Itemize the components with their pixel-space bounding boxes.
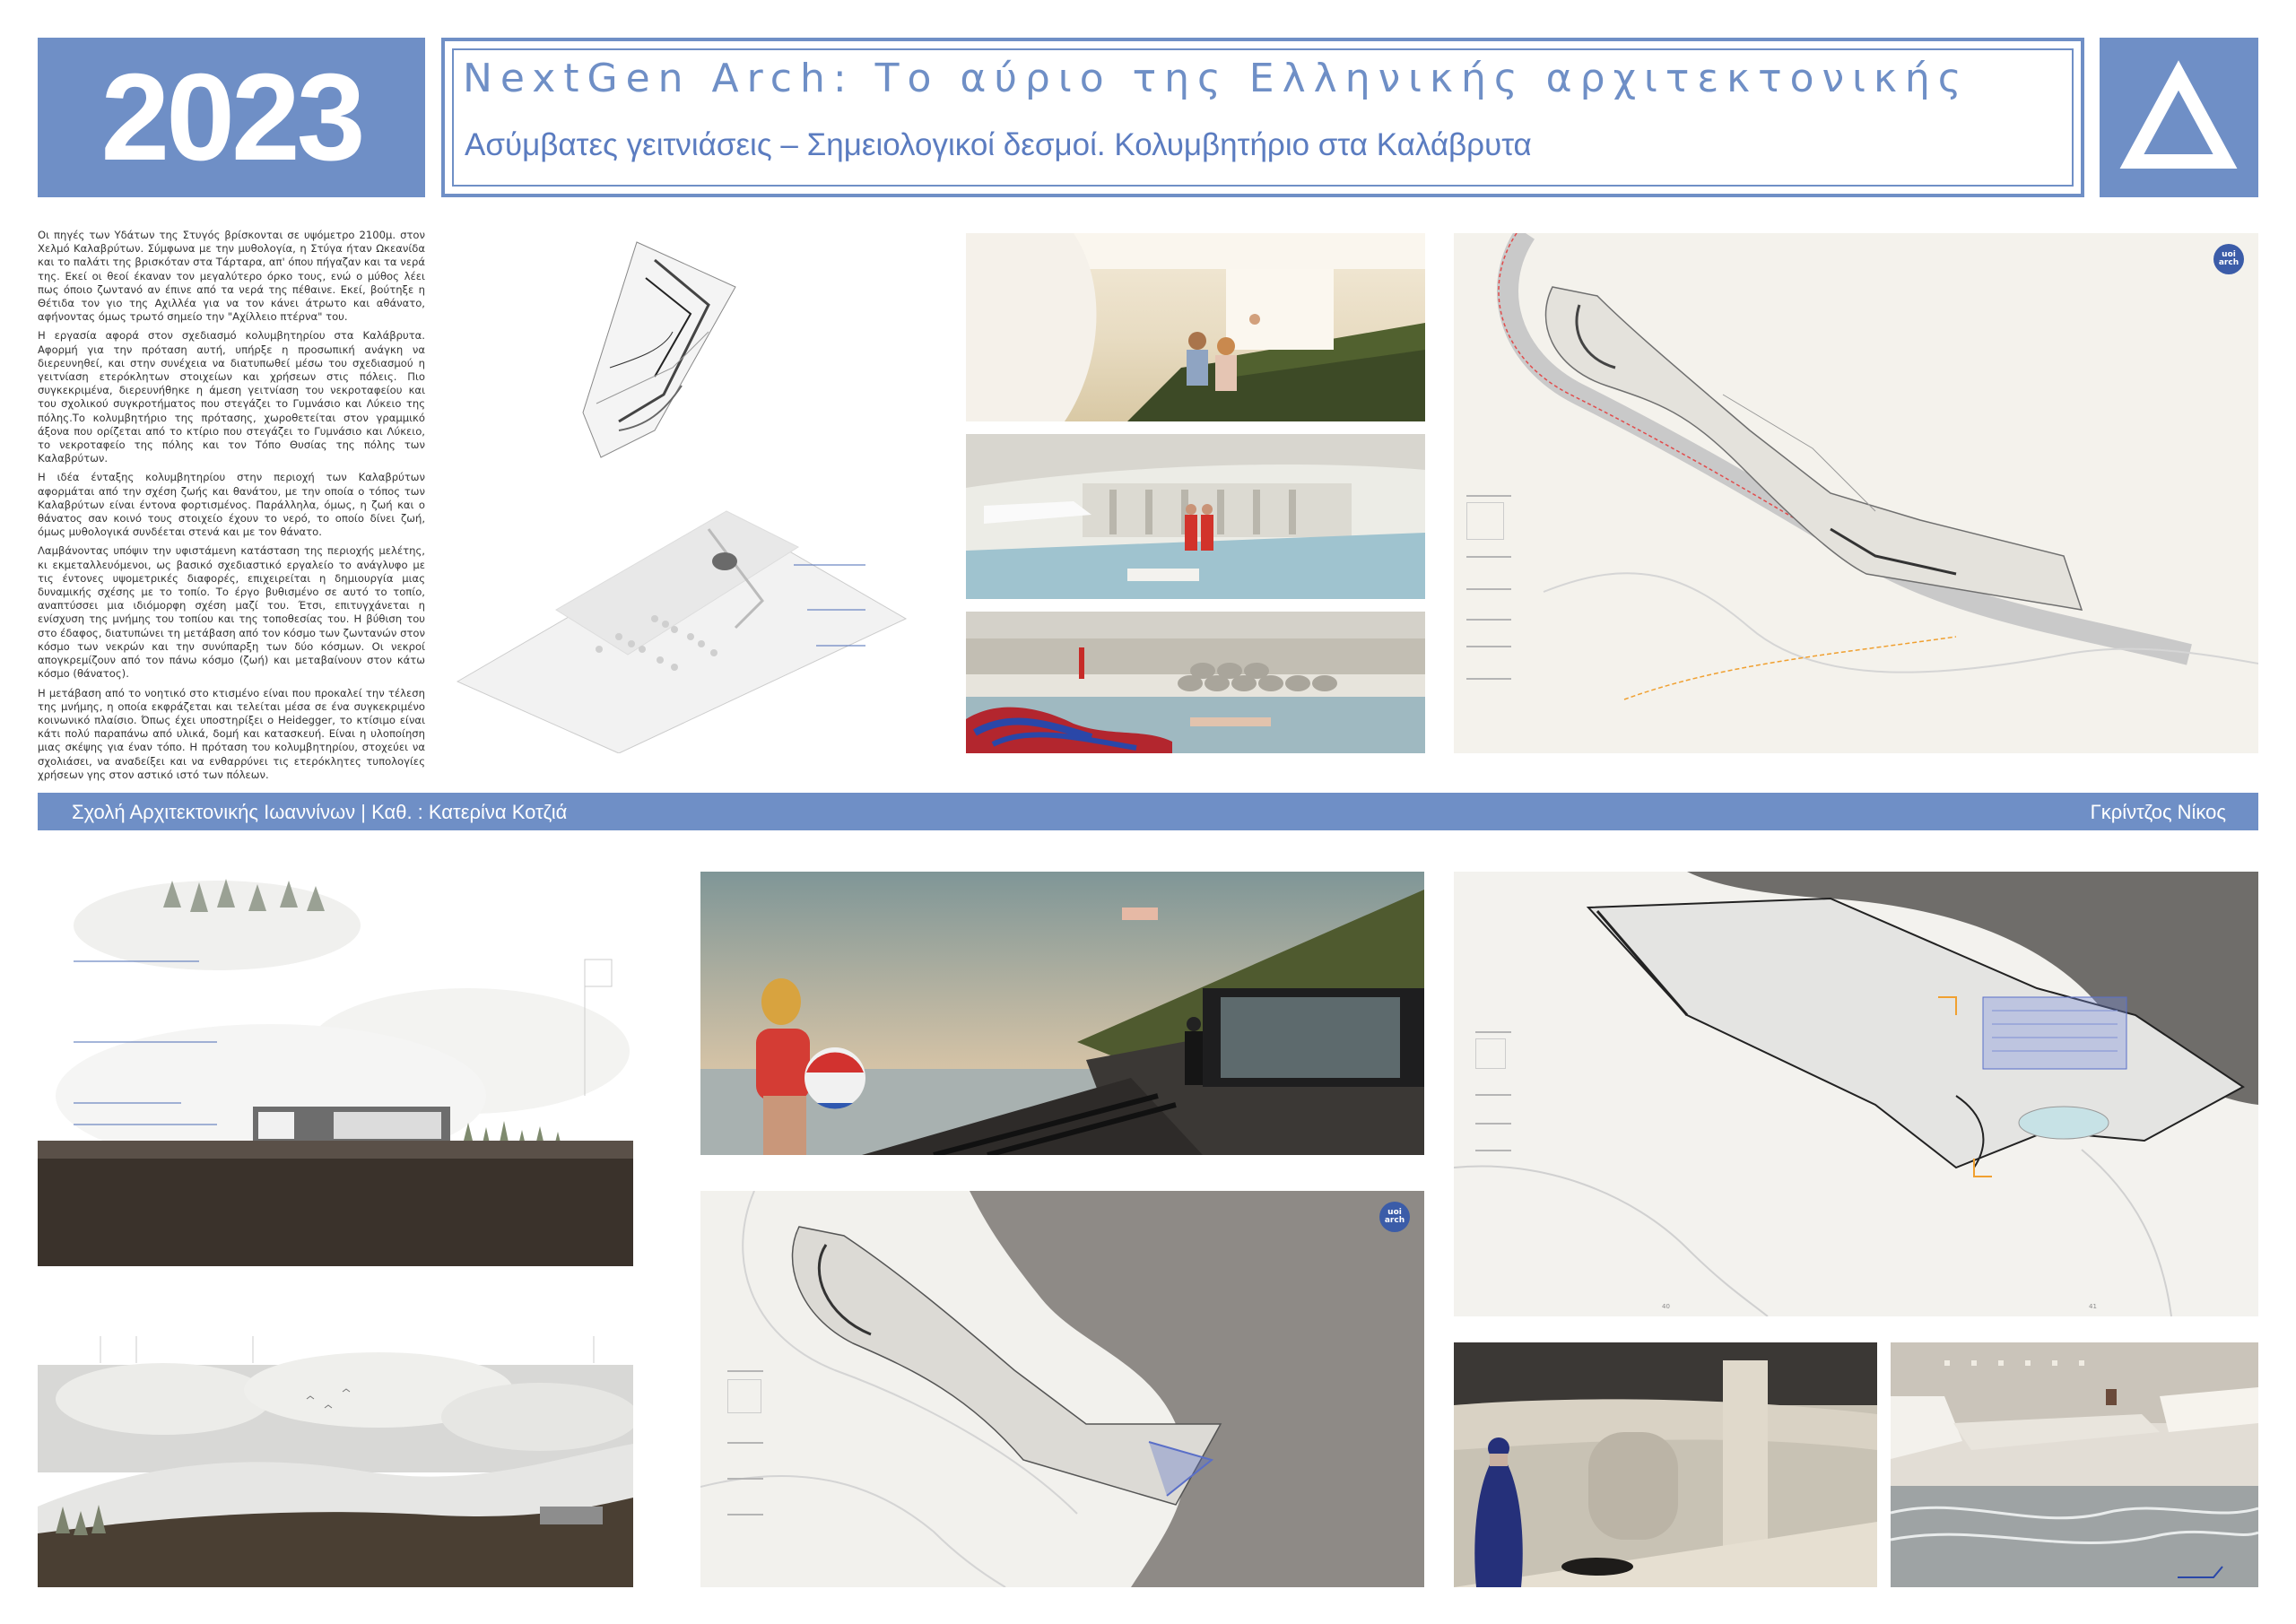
site-plan-drawing <box>1454 233 2258 753</box>
legend-thumbnail <box>1466 502 1504 540</box>
render-pool-lanes <box>966 612 1425 753</box>
site-plan-drawing <box>700 1191 1424 1587</box>
legend-line <box>727 1478 763 1480</box>
render-cloaked-figure <box>1454 1342 1877 1587</box>
paragraph: Η εργασία αφορά στον σχεδιασμό κολυμβητηρίου στα Καλάβρυτα. Αφορμή για την πρόταση αυτή, υπήρξε η προσωπική ανάγκη να διερευνηθεί, και στην συνέχεια να διατυπωθεί μέσω του σχεδιασμού η γειτνίαση ετερόκλητων στοιχείων και χρήσεων στις πόλεις. Πιο συγκεκριμένα, διερευνήθηκε η άμεση γειτνίαση του νεκροταφείου και του σχολικού συγκροτήματος που στεγάζει το Γυμνάσιο και Λύκειο της πόλης.Το κολυμβητήριο της πρότασης, χωροθετείται στον γραμμικό άξονα που ορίζεται από το κτίριο που στεγάζει το Γυμνάσιο και Λύκειο, το νεκροταφείο της πόλης και τον Τόπο Θυσίας της πόλης των Καλαβρύτων. <box>38 329 425 465</box>
render-grass-interior <box>966 233 1425 421</box>
page-number: 41 <box>2089 1303 2097 1310</box>
section-drawing <box>38 1327 633 1587</box>
axonometric-drawings <box>439 224 924 753</box>
paragraph: Η μετάβαση από το νοητικό στο κτισμένο είναι που προκαλεί την τέλεση της μνήμης, η οποία εκφράζεται και τελείται μέσα σε ένα συγκεκριμένο κοινωνικό πλαίσιο. Όπως έχει υποστηρίξει ο Heidegger, το κτίσιμο είναι κάτι πολύ παραπάνω από υλικά, δομή και κατασκευή. Είναι η υλοποίηση μιας σκέψης για έναν τόπο. Η πρόταση του κολυμβητηρίου, στοχεύει να σχολιάσει, να αναδείξει και να ενθαρρύνει τις ετερόκλητες τυπολογίες χρήσεων γης στον αστικό ιστό των πόλεων. <box>38 686 425 781</box>
site-plan-top <box>1454 233 2258 753</box>
legend-line <box>1466 556 1511 558</box>
legend-thumbnail <box>727 1379 761 1413</box>
legend-line <box>1466 495 1511 497</box>
section-drawing <box>38 872 633 1266</box>
axonometric-sketch <box>439 224 924 753</box>
uoi-arch-badge: uoi arch <box>2213 244 2244 274</box>
page-number: 40 <box>1662 1303 1670 1310</box>
legend-line <box>1475 1031 1511 1033</box>
render-scene <box>1454 1342 1877 1587</box>
paragraph: Η ιδέα ένταξης κολυμβητηρίου στην περιοχή των Καλαβρύτων αφορμάται από την σχέση ζωής και θανάτου, με την οποία ο τόπος των Καλαβρύτων είναι έντονα φορτισμένος. Παράλληλα, όμως, η ζωή και ο θάνατος σαν κοινό τους στοιχείο έχουν το νερό, το οποίο δίνει ζωή, όμως μυθολογικά συνδέεται στενά και με τον θάνατο. <box>38 471 425 539</box>
legend-line <box>1466 619 1511 621</box>
legend-line <box>1466 588 1511 590</box>
delta-logo <box>2100 38 2258 197</box>
legend-line <box>727 1514 763 1515</box>
legend-line <box>727 1370 763 1372</box>
legend-line <box>1475 1123 1511 1125</box>
poster-subtitle: Ασύμβατες γειτνιάσεις – Σημειολογικοί δεσμοί. Κολυμβητήριο στα Καλάβρυτα <box>465 127 1532 162</box>
render-scene <box>966 434 1425 599</box>
site-plan-dark <box>700 1191 1424 1587</box>
render-pool-hall <box>966 434 1425 599</box>
year-box <box>38 38 425 197</box>
legend-line <box>1466 646 1511 647</box>
poster-title: NextGen Arch: Το αύριο της Ελληνικής αρχιτεκτονικής <box>463 56 1970 101</box>
legend-line <box>1475 1094 1511 1096</box>
school-label: Σχολή Αρχιτεκτονικής Ιωαννίνων | Καθ. : Κατερίνα Κοτζιά <box>72 801 568 823</box>
section-misty-forest <box>38 872 633 1266</box>
section-clouds <box>38 1327 633 1587</box>
uoi-arch-badge: uoi arch <box>1379 1202 1410 1232</box>
legend-thumbnail <box>1475 1038 1506 1069</box>
title-box <box>441 38 2084 197</box>
delta-triangle-icon <box>2100 38 2258 197</box>
year-label: 2023 <box>100 48 362 187</box>
legend-line <box>1475 1150 1511 1151</box>
description-text <box>38 229 425 781</box>
floor-plan-drawing <box>1454 872 2258 1316</box>
render-scene <box>966 612 1425 753</box>
legend-line <box>727 1442 763 1444</box>
info-bar <box>38 793 2258 830</box>
floor-plan <box>1454 872 2258 1316</box>
legend-line <box>1466 678 1511 680</box>
author-label: Γκρίντζος Νίκος <box>2090 801 2226 823</box>
render-scene <box>1891 1342 2258 1587</box>
paragraph: Οι πηγές των Υδάτων της Στυγός βρίσκονται σε υψόμετρο 2100μ. στον Χελμό Καλαβρύτων. Σύμφωνα με την μυθολογία, η Στύγα ήταν Ωκεανίδα και το παλάτι της βρισκόταν στα Τάρταρα, απ' όπου πήγαζαν και τα νερά της. Εκεί οι θεοί έκαναν τον μεγαλύτερο όρκο τους, ενώ ο μύθος λέει πως όποιο ζωντανό αν έπινε από τα νερά της πέθαινε. Εκεί, βούτηξε η Θέτιδα τον γιο της Αχιλλέα για να τον κάνει άτρωτο και αθάνατο, αφήνοντας όμως τρωτό σημείο την "Αχίλλειο πτέρνα" του. <box>38 229 425 324</box>
render-diving-platform <box>1891 1342 2258 1587</box>
render-scene <box>966 233 1425 421</box>
paragraph: Λαμβάνοντας υπόψιν την υφιστάμενη κατάσταση της περιοχής μελέτης, κι εκμεταλλευόμενοι, ως βασικό σχεδιαστικό εργαλείο το ανάγλυφο με τις έντονες υψομετρικές διαφορές, επιχειρείται η δημιουργία μιας δυναμικής σχέσης με το τοπίο. Το έργο βυθισμένο σε αυτό το τοπίο, αναπτύσσει μια ιδιόμορφη σχέση μαζί του. Έτσι, επιτυγχάνεται η ενίσχυση της μνήμης του τοπίου και της τοποθεσίας του. Η βύθιση του στο έδαφος, διατυπώνει τη μετάβαση από τον κόσμο των ζωντανών στον κόσμο των νεκρών και την συνύπαρξη των δύο κόσμων. Οι νεκροί απογκρεμίζουν από τον πάνω κόσμο (ζωή) και μεταβαίνουν στον κάτω κόσμο (θάνατος). <box>38 544 425 681</box>
render-scene <box>700 872 1424 1155</box>
render-exterior-swimmer <box>700 872 1424 1155</box>
